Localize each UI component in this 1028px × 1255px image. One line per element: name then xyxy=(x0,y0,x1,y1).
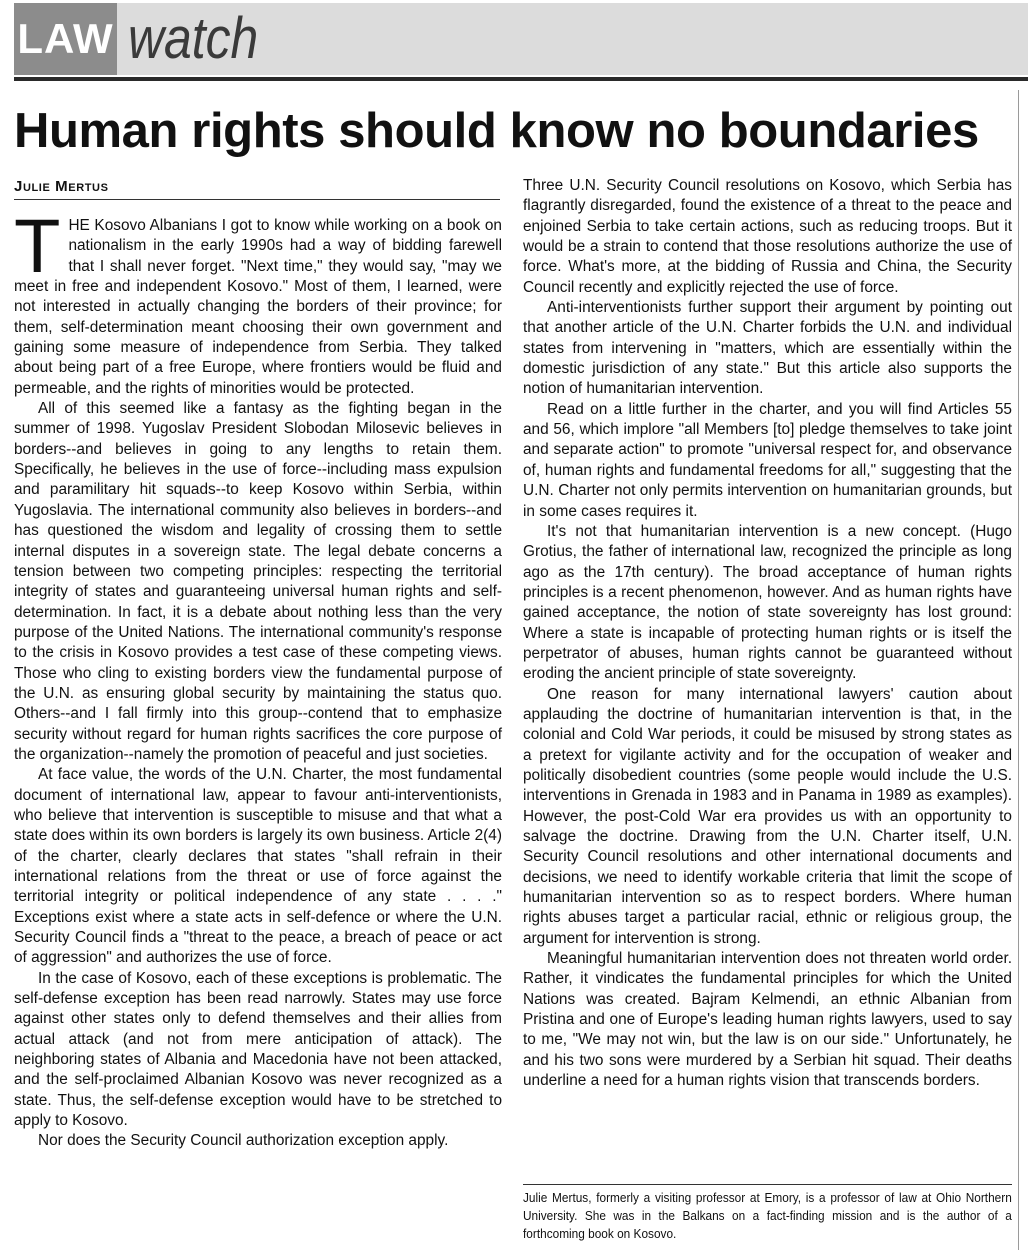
body-paragraph: Meaningful humanitarian intervention does not threaten world order. Rather, it vindicates the fundamental principles for which the United Nations was created. Bajram Kelmendi, an ethnic Albanian from Pristina and one of Europe's leading human rights lawyers, used to say to me, "We may not win, but the law is on our side." Unfortunately, he and his two sons were murdered by a Serbian hit squad. Their deaths underline a need for a human rights vision that transcends borders. xyxy=(523,950,1012,1090)
byline: Julie Mertus xyxy=(14,178,500,200)
body-paragraph: Anti-interventionists further support their argument by pointing out that another article of the U.N. Charter forbids the U.N. and individual states from intervening in "matters, which are essentially within the domestic jurisdiction of any state." But this article also supports the notion of humanitarian intervention. xyxy=(523,299,1012,398)
continued-paragraph: Three U.N. Security Council resolutions on Kosovo, which Serbia has flagrantly disregarded, found the existence of a threat to the peace and enjoined Serbia to take certain actions, such as reducing troops. But it would be a strain to contend that those resolutions authorize the use of force. What's more, at the bidding of Russia and China, the Security Council recently and explicitly rejected the use of force. xyxy=(523,177,1012,296)
body-paragraph: In the case of Kosovo, each of these exceptions is problematic. The self-defense exception has been read narrowly. States may use force against other states only to defend themselves and their allies from actual attack (and not from mere anticipation of attack). The neighboring states of Albania and Macedonia have not been attacked, and the self-proclaimed Albanian Kosovo was never recognized as a state. Thus, the self-defense exception would have to be stretched to apply to Kosovo. xyxy=(14,969,502,1130)
headline: Human rights should know no boundaries xyxy=(14,104,979,158)
author-bio: Julie Mertus, formerly a visiting professor at Emory, is a professor of law at Ohio Northern University. She was in the Balkans on a fact-finding mission and is the author of a forthcoming book on Kosovo. xyxy=(523,1191,1012,1241)
body-paragraph: Read on a little further in the charter, and you will find Articles 55 and 56, which implore "all Members [to] pledge themselves to take joint and separate action" to promote "universal respect for, and observance of, human rights and fundamental freedoms for all," suggesting that the U.N. Charter not only permits intervention on humanitarian grounds, but in some cases requires it. xyxy=(523,400,1012,520)
body-paragraph: It's not that humanitarian intervention is a new concept. (Hugo Grotius, the father of international law, recognized the principle as long ago as the 17th century). The broad acceptance of human rights principles is a recent phenomenon, however. And as human rights have gained acceptance, the notion of state sovereignty has lost ground: Where a state is incapable of protecting human rights or is itself the perpetrator of abuses, human rights cannot be guaranteed without eroding the ancient principle of state sovereignty. xyxy=(523,522,1012,683)
body-paragraph: All of this seemed like a fantasy as the fighting began in the summer of 1998. Yugoslav President Slobodan Milosevic believes in borders--and believes in going to any lengths to retain them. Specifically, he believes in the use of force--including mass expulsion and paramilitary hit squads--to keep Kosovo within Serbia, within Yugoslavia. The international community also believes in borders--and has questioned the wisdom and legality of crossing them to settle internal disputes in a sovereign state. The legal debate concerns a tension between two competing principles: respecting the territorial integrity of states and guaranteeing universal human rights and self-determination. In fact, it is a debate about nothing less than the very purpose of the United Nations. The international community's response to the crisis in Kosovo provides a test case of these competing views. Those who cling to existing borders view the fundamental purpose of the U.N. as ensuring global security by maintaining the status quo. Others--and I fall firmly into this group--contend that to emphasize security without regard for human rights sacrifices the core purpose of the organization--namely the promotion of peaceful and just societies. xyxy=(14,400,502,763)
drop-cap: T xyxy=(14,204,61,289)
author-bio-rule xyxy=(523,1184,1012,1185)
masthead xyxy=(14,3,1028,75)
column-edge-rule xyxy=(1018,90,1019,1250)
section-label-watch: watch xyxy=(128,6,259,71)
article-column-right xyxy=(523,176,1012,1091)
masthead-rule xyxy=(14,77,1028,81)
body-paragraph: At face value, the words of the U.N. Charter, the most fundamental document of international law, appear to favour anti-interventionists, who believe that intervention is susceptible to misuse and that what a state does within its own borders is largely its own business. Article 2(4) of the charter, clearly declares that states "shall refrain in their international relations from the threat or use of force against the territorial integrity or political independence of any state . . . ." Exceptions exist where a state acts in self-defence or where the U.N. Security Council finds a "threat to the peace, a breach of peace or act of aggression" and authorizes the use of force. xyxy=(14,766,502,967)
body-paragraph: One reason for many international lawyers' caution about applauding the doctrine of humanitarian intervention is that, in the colonial and Cold War periods, it could be misused by strong states as a pretext for vigilante activity and for the occupation of weaker and politically disobedient countries (some people would include the U.S. interventions in Grenada in 1983 and in Panama in 1989 as examples). However, the post-Cold War era provides us with an opportunity to salvage the doctrine. Drawing from the U.N. Charter itself, U.N. Security Council resolutions and other international documents and decisions, we need to identify workable criteria that limit the scope of humanitarian intervention so as to respect borders. Where human rights abuses target a particular racial, ethnic or religious group, the argument for intervention is strong. xyxy=(523,685,1012,947)
body-paragraph: Nor does the Security Council authorization exception apply. xyxy=(38,1132,449,1150)
first-paragraph-text: HE Kosovo Albanians I got to know while working on a book on nationalism in the early 1990s had a way of bidding farewell that I shall never forget. "Next time," they would say, "may we meet in free and independent Kosovo." Most of them, I learned, were not interested in actually changing the borders of their province; for them, self-determination meant choosing their own government and gaining some measure of independence from Serbia. They talked about being part of a free Europe, where frontiers would be fluid and permeable, and the rights of minorities would be protected. xyxy=(14,217,502,397)
first-paragraph xyxy=(14,204,502,399)
section-label-law: LAW xyxy=(14,3,117,75)
article-column-left xyxy=(14,204,502,1152)
